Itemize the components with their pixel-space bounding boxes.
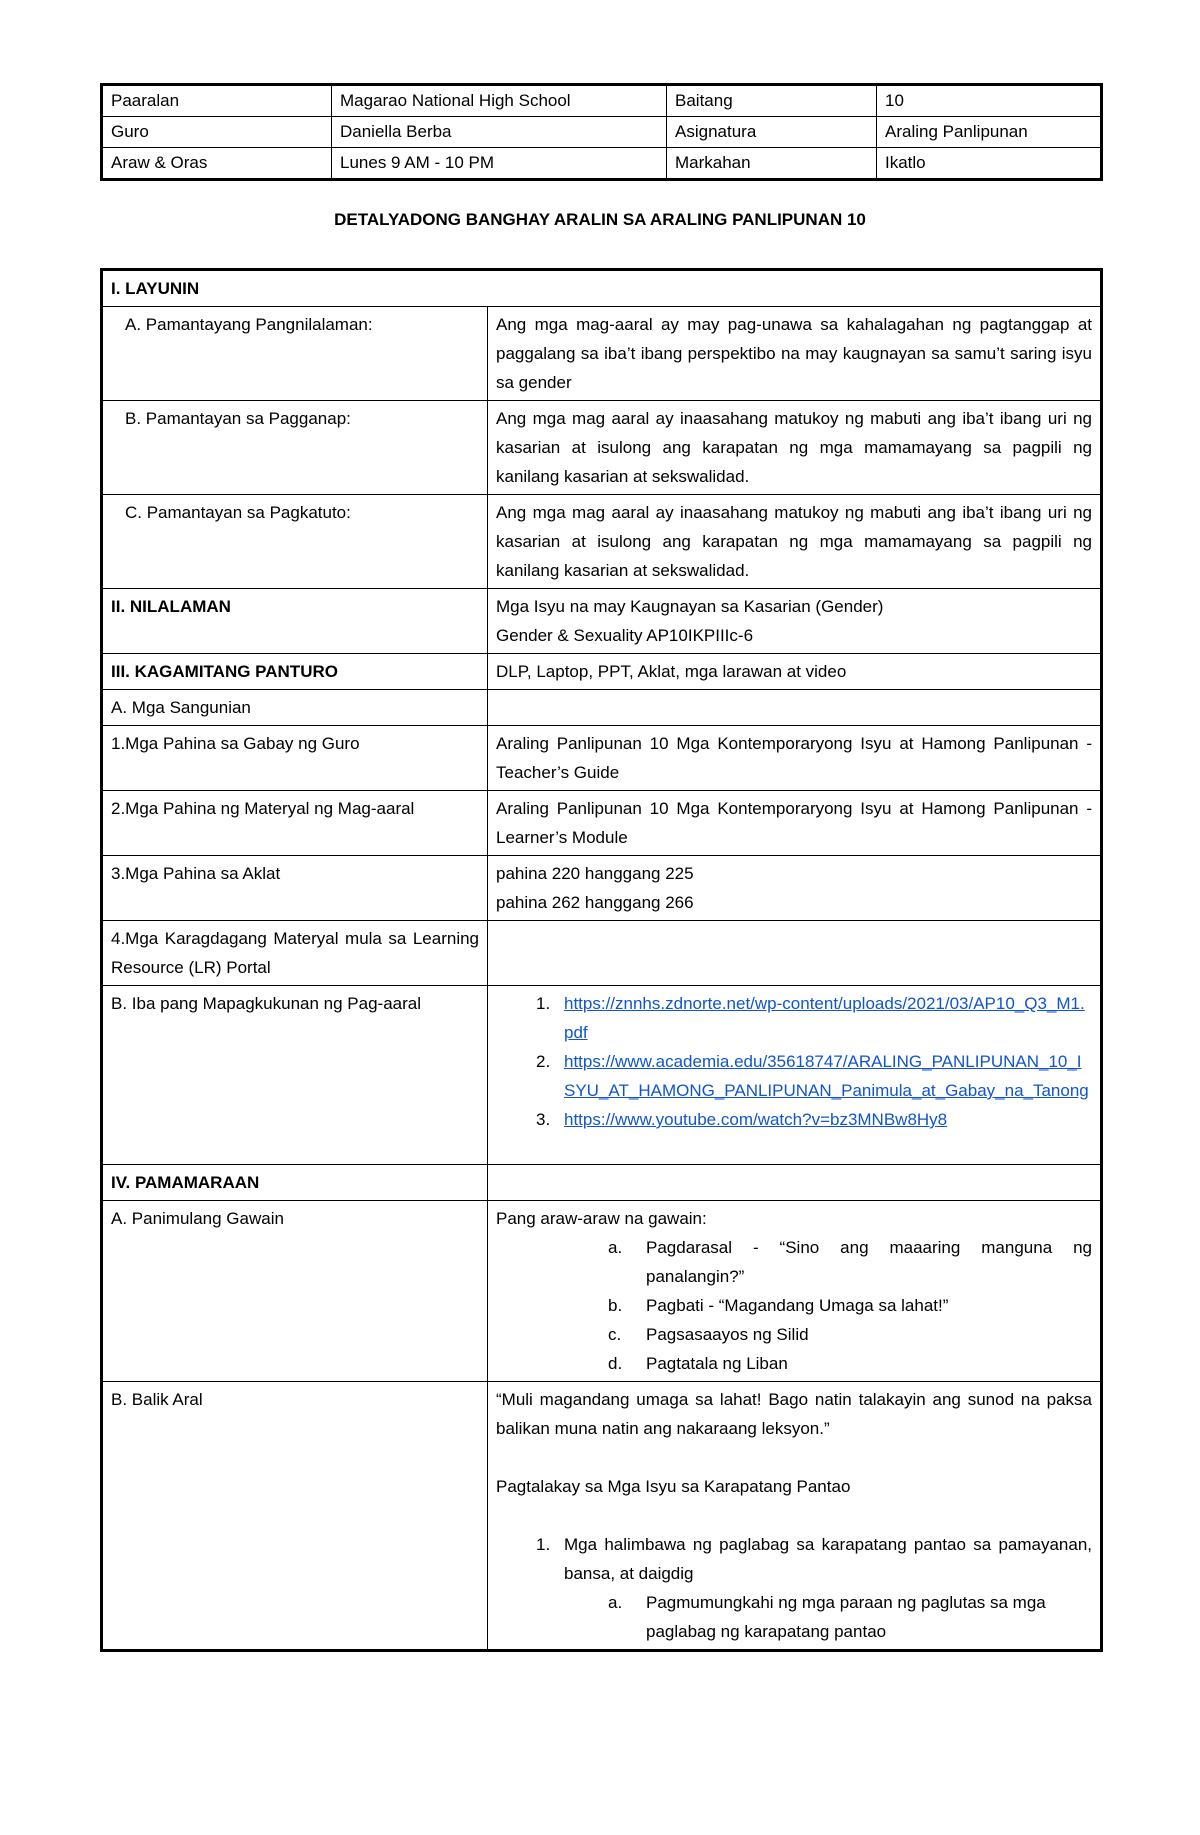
table-row (102, 270, 1102, 307)
kagamitan-value: DLP, Laptop, PPT, Aklat, mga larawan at video (488, 654, 1102, 690)
item-text: Mga halimbawa ng paglabag sa karapatang pantao sa pamayanan, bansa, at daigdig (564, 1535, 1093, 1583)
page-title: DETALYADONG BANGHAY ARALIN SA ARALING PANLIPUNAN 10 (334, 210, 866, 229)
table-row (102, 1165, 1102, 1201)
item-text: Pagdarasal - “Sino ang maaaring manguna ng panalangin?” (646, 1238, 1093, 1286)
link-youtube[interactable]: https://www.youtube.com/watch?v=bz3MNBw8Hy8 (564, 1110, 948, 1129)
header-table (100, 83, 1103, 181)
table-row (102, 791, 1102, 856)
list-item (496, 1291, 1092, 1320)
layunin-a-label: A. Pamantayang Pangnilalaman: (102, 307, 488, 401)
table-row (102, 921, 1102, 986)
nilalaman-line2: Gender & Sexuality AP10IKPIIIc-6 (496, 626, 754, 645)
links-list (496, 989, 1092, 1134)
item-letter: b. (608, 1296, 623, 1315)
subject-value: Araling Panlipunan (877, 117, 1102, 148)
link-number: 1. (536, 994, 551, 1013)
aklat-line2: pahina 262 hanggang 266 (496, 893, 694, 912)
materyal-value: Araling Panlipunan 10 Mga Kontemporaryong Isyu at Hamong Panlipunan - Learner’s Module (488, 791, 1102, 856)
school-label: Paaralan (102, 85, 332, 117)
lr-portal-label: 4.Mga Karagdagang Materyal mula sa Learning Resource (LR) Portal (102, 921, 488, 986)
school-value: Magarao National High School (332, 85, 667, 117)
aklat-value (488, 856, 1102, 921)
table-row (102, 986, 1102, 1165)
layunin-c-value: Ang mga mag aaral ay inaasahang matukoy ng mabuti ang iba’t ibang uri ng kasarian at isulong ang karapatan ng mga mamamayang sa pagpili ng kanilang kasarian at sekswalidad. (488, 495, 1102, 589)
time-value: Lunes 9 AM - 10 PM (332, 148, 667, 180)
layunin-c-label: C. Pamantayan sa Pagkatuto: (102, 495, 488, 589)
table-row (102, 495, 1102, 589)
quarter-label: Markahan (667, 148, 877, 180)
pamamaraan-value (488, 1165, 1102, 1201)
link-academia[interactable]: https://www.academia.edu/35618747/ARALING_PANLIPUNAN_10_ISYU_AT_HAMONG_PANLIPUNAN_Panimula_at_Gabay_na_Tanong (564, 1052, 1089, 1100)
table-row (102, 1201, 1102, 1382)
item-number: 1. (536, 1535, 551, 1554)
balik-aral-value (488, 1382, 1102, 1651)
kagamitan-heading: III. KAGAMITANG PANTURO (102, 654, 488, 690)
list-item (496, 1105, 1092, 1134)
balik-sublist (496, 1588, 1092, 1646)
lr-portal-value (488, 921, 1102, 986)
panimula-value (488, 1201, 1102, 1382)
link-number: 3. (536, 1110, 551, 1129)
item-letter: a. (608, 1238, 623, 1257)
table-row (102, 726, 1102, 791)
quarter-value: Ikatlo (877, 148, 1102, 180)
sanggunian-value (488, 690, 1102, 726)
table-row (102, 589, 1102, 654)
item-letter: d. (608, 1354, 623, 1373)
table-row (102, 856, 1102, 921)
panimula-intro: Pang araw-araw na gawain: (496, 1209, 707, 1228)
list-item (496, 1047, 1092, 1105)
table-row (102, 117, 1102, 148)
teacher-label: Guro (102, 117, 332, 148)
gabay-guro-value: Araling Panlipunan 10 Mga Kontemporaryong Isyu at Hamong Panlipunan - Teacher’s Guide (488, 726, 1102, 791)
pamamaraan-heading: IV. PAMAMARAAN (102, 1165, 488, 1201)
list-item (496, 1530, 1092, 1588)
list-item (496, 1320, 1092, 1349)
grade-label: Baitang (667, 85, 877, 117)
links-cell (488, 986, 1102, 1165)
link-number: 2. (536, 1052, 551, 1071)
aklat-line1: pahina 220 hanggang 225 (496, 864, 694, 883)
table-row (102, 654, 1102, 690)
item-text: Pagmumungkahi ng mga paraan ng paglutas sa mga paglabag ng karapatang pantao (646, 1593, 1046, 1641)
panimula-list (496, 1233, 1092, 1378)
table-row (102, 690, 1102, 726)
table-row (102, 85, 1102, 117)
balik-aral-label: B. Balik Aral (102, 1382, 488, 1651)
subject-label: Asignatura (667, 117, 877, 148)
list-item (496, 1588, 1092, 1646)
table-row (102, 1382, 1102, 1651)
aklat-label: 3.Mga Pahina sa Aklat (102, 856, 488, 921)
list-item (496, 1233, 1092, 1291)
gabay-guro-label: 1.Mga Pahina sa Gabay ng Guro (102, 726, 488, 791)
sanggunian-label: A. Mga Sangunian (102, 690, 488, 726)
table-row (102, 307, 1102, 401)
table-row (102, 148, 1102, 180)
panimula-label: A. Panimulang Gawain (102, 1201, 488, 1382)
lesson-table (100, 268, 1103, 1652)
link-znnhs[interactable]: https://znnhs.zdnorte.net/wp-content/uploads/2021/03/AP10_Q3_M1.pdf (564, 994, 1085, 1042)
balik-list (496, 1530, 1092, 1588)
teacher-value: Daniella Berba (332, 117, 667, 148)
nilalaman-value (488, 589, 1102, 654)
list-item (496, 1349, 1092, 1378)
layunin-b-value: Ang mga mag aaral ay inaasahang matukoy ng mabuti ang iba’t ibang uri ng kasarian at isulong ang karapatan ng mga mamamayang sa pagpili ng kanilang kasarian at sekswalidad. (488, 401, 1102, 495)
iba-pang-label: B. Iba pang Mapagkukunan ng Pag-aaral (102, 986, 488, 1165)
grade-value: 10 (877, 85, 1102, 117)
nilalaman-line1: Mga Isyu na may Kaugnayan sa Kasarian (Gender) (496, 597, 884, 616)
layunin-a-value: Ang mga mag-aaral ay may pag-unawa sa kahalagahan ng pagtanggap at paggalang sa iba’t ibang perspektibo na may kaugnayan sa samu’t saring isyu sa gender (488, 307, 1102, 401)
item-letter: a. (608, 1593, 623, 1612)
table-row (102, 401, 1102, 495)
nilalaman-heading: II. NILALAMAN (102, 589, 488, 654)
layunin-b-label: B. Pamantayan sa Pagganap: (102, 401, 488, 495)
list-item (496, 989, 1092, 1047)
balik-quote: “Muli magandang umaga sa lahat! Bago natin talakayin ang sunod na paksa balikan muna natin ang nakaraang leksyon.” (496, 1390, 1093, 1438)
item-text: Pagsasaayos ng Silid (646, 1325, 809, 1344)
layunin-heading: I. LAYUNIN (102, 270, 1102, 307)
time-label: Araw & Oras (102, 148, 332, 180)
item-text: Pagtatala ng Liban (646, 1354, 788, 1373)
materyal-label: 2.Mga Pahina ng Materyal ng Mag-aaral (102, 791, 488, 856)
item-text: Pagbati - “Magandang Umaga sa lahat!” (646, 1296, 949, 1315)
balik-topic: Pagtalakay sa Mga Isyu sa Karapatang Pantao (496, 1477, 851, 1496)
item-letter: c. (608, 1325, 622, 1344)
